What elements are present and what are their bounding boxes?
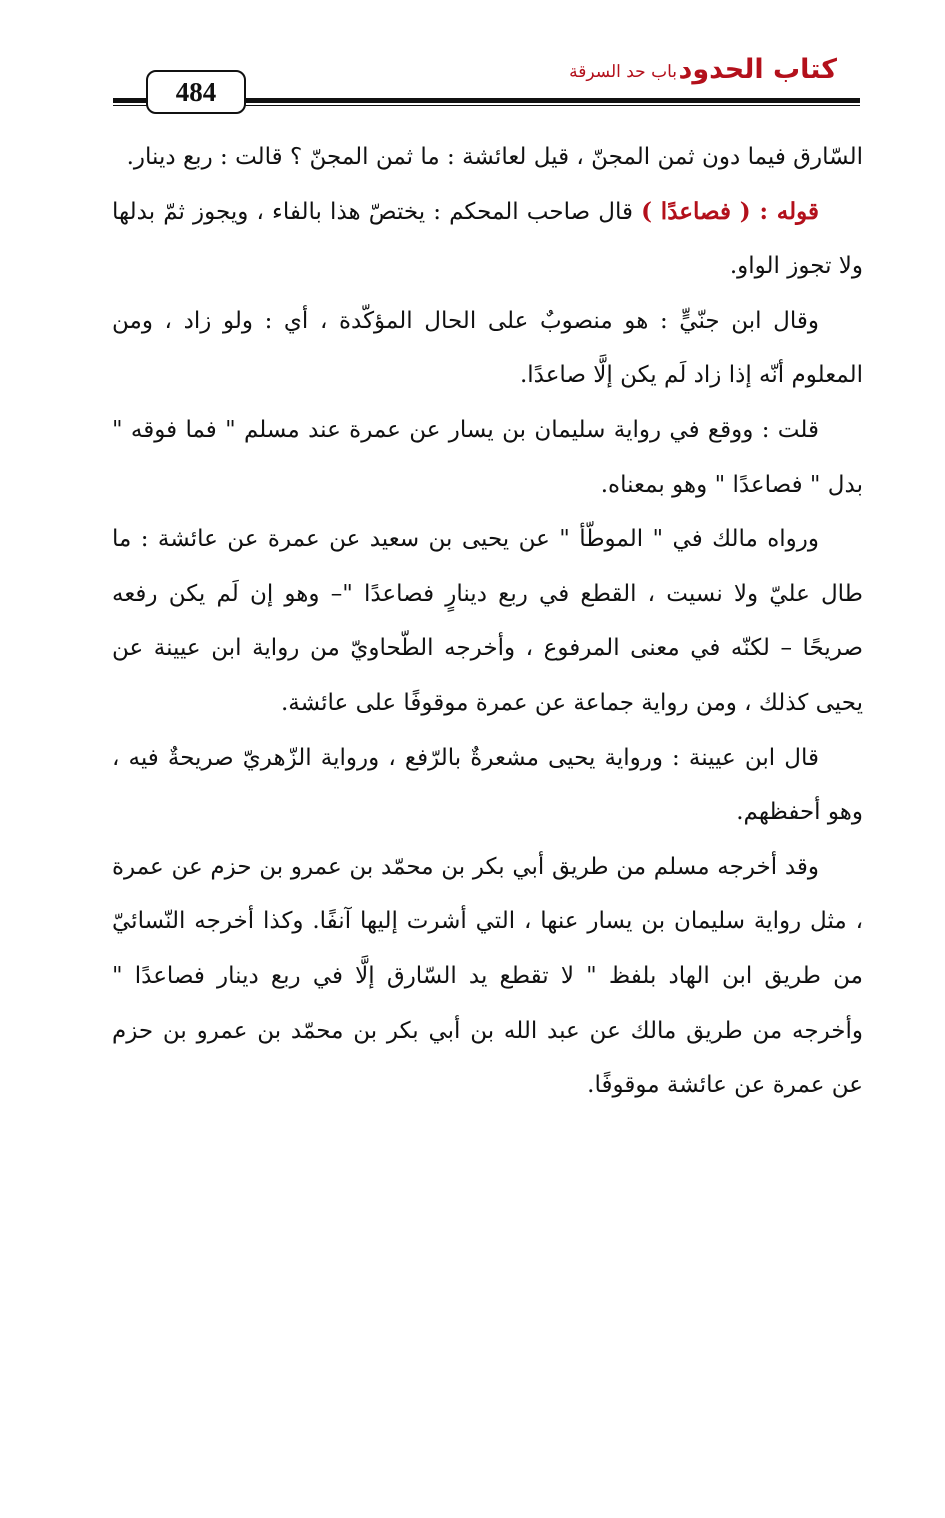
paragraph: السّارق فيما دون ثمن المجنّ ، قيل لعائشة : ما ثمن المجنّ ؟ قالت : ربع دينار. [126,144,863,170]
paragraph: وقد أخرجه مسلم من طريق أبي بكر بن محمّد بن عمرو بن حزم عن عمرة ، مثل رواية سليمان بن يسار عنها ، التي أشرت إليها آنفًا. وكذا أخرجه النّسائيّ من طريق ابن الهاد بلفظ " لا تقطع يد السّارق إلَّا في ربع دينار فصاعدًا " وأخرجه من طريق مالك عن عبد الله بن أبي بكر بن محمّد بن عمرو بن حزم عن عمرة عن عائشة موقوفًا. [112,853,863,1099]
paragraph: قال ابن عيينة : ورواية يحيى مشعرةٌ بالرّفع ، ورواية الزّهريّ صريحةٌ فيه ، وهو أحفظهم. [112,744,863,826]
paragraph: قلت : ووقع في رواية سليمان بن يسار عن عمرة عند مسلم " فما فوقه " بدل " فصاعدًا " وهو بمعناه. [112,416,863,498]
paragraph [112,185,863,294]
page-body [112,130,863,1113]
chapter-title: باب حد السرقة [569,62,677,82]
paragraph: وقال ابن جنّيٍّ : هو منصوبٌ على الحال المؤكّدة ، أي : ولو زاد ، ومن المعلوم أنّه إذا زاد لَم يكن إلَّا صاعدًا. [112,307,863,389]
quoted-lemma: قوله : ( فصاعدًا ) [641,197,819,225]
book-title: كتاب الحدود [678,54,837,85]
paragraph-text: قال صاحب المحكم : يختصّ هذا بالفاء ، ويجوز ثمّ بدلها ولا تجوز الواو. [112,198,863,280]
page-number: 484 [146,70,246,114]
paragraph: ورواه مالك في " الموطّأ " عن يحيى بن سعيد عن عمرة عن عائشة : ما طال عليّ ولا نسيت ، القطع في ربع دينارٍ فصاعدًا "– وهو إن لَم يكن رفعه صريحًا – لكنّه في معنى المرفوع ، وأخرجه الطّحاويّ من رواية ابن عيينة عن يحيى كذلك ، ومن رواية جماعة عن عمرة موقوفًا على عائشة. [112,526,863,716]
